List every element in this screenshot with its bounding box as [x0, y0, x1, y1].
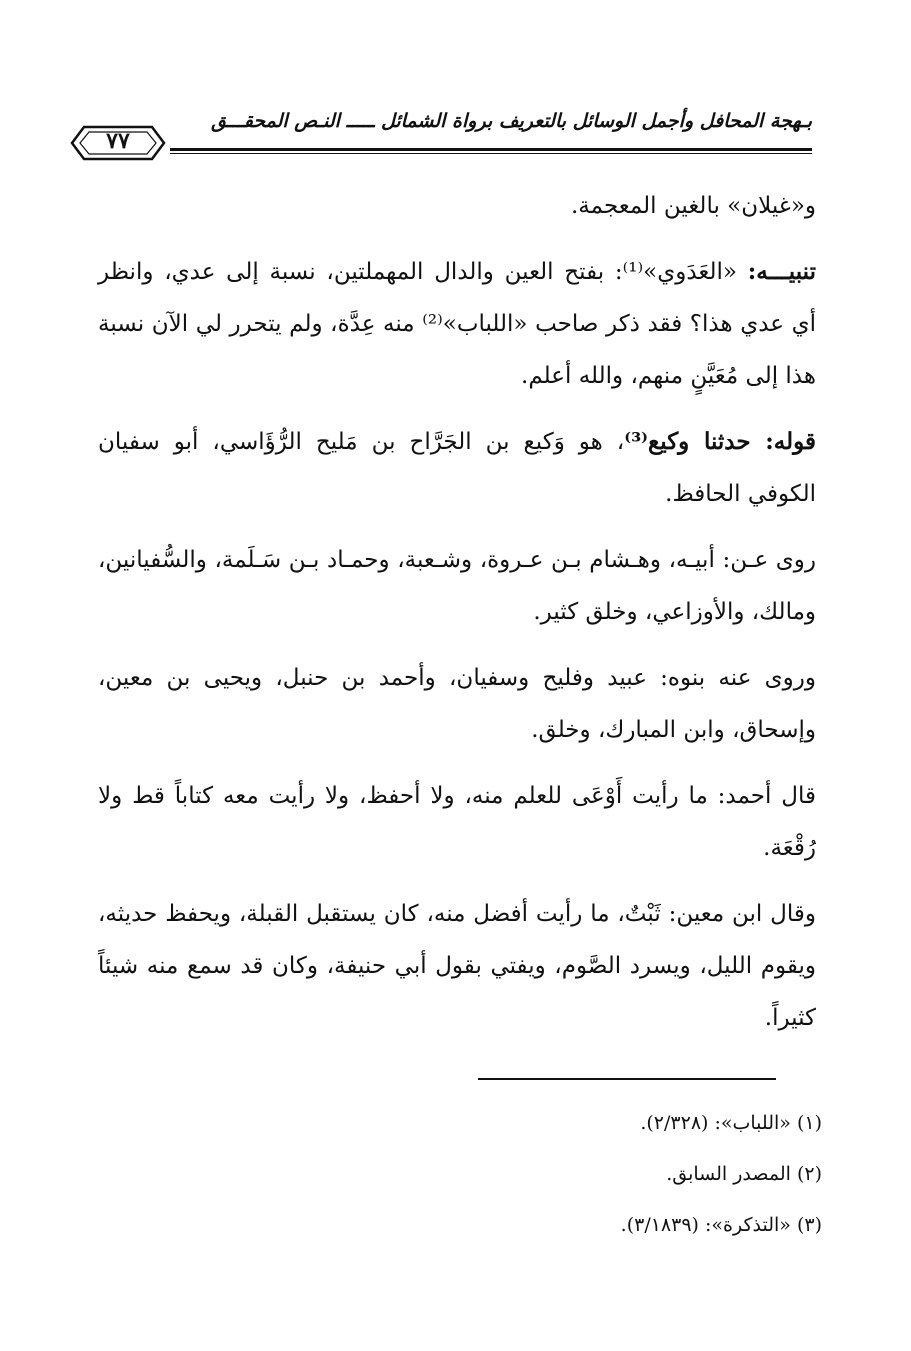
- running-title: بـهجة المحافل وأجمل الوسائل بالتعريف برواة الشمائل ـــــ النـص المحقـــق: [211, 110, 812, 132]
- paragraph-text: قال أحمد: ما رأيت أَوْعَى للعلم منه، ولا أحفظ، ولا رأيت معه كتاباً قط ولا رُقْعَة.: [98, 783, 816, 861]
- paragraph-lead: قوله: حدثنا وكيع⁽³⁾: [624, 428, 816, 455]
- header-rule: [170, 148, 812, 151]
- paragraph-text: و«غيلان» بالغين المعجمة.: [571, 193, 816, 219]
- paragraph-text: ، هو وَكيع بن الجَرَّاح بن مَليح الرُّؤَاسي، أبو سفيان الكوفي الحافظ.: [98, 429, 816, 507]
- paragraph: [98, 180, 816, 232]
- running-header: [70, 102, 812, 162]
- paragraph: [98, 652, 816, 756]
- footnotes: [300, 1098, 822, 1251]
- footnote: (١) «اللباب»: (٢/٣٢٨).: [640, 1112, 822, 1134]
- paragraph: [98, 888, 816, 1044]
- paragraph-text: وروى عنه بنوه: عبيد وفليح وسفيان، وأحمد بن حنبل، ويحيى بن معين، وإسحاق، وابن المبارك، وخلق.: [98, 665, 816, 743]
- paragraph: [98, 416, 816, 520]
- footnote-separator: [478, 1078, 776, 1080]
- footnote: (٣) «التذكرة»: (٣/١٨٣٩).: [620, 1214, 822, 1236]
- paragraph-text: روى عـن: أبيـه، وهـشام بـن عـروة، وشـعبة، وحمـاد بـن سَـلَمة، والسُّفيانين، ومالك، والأوزاعي، وخلق كثير.: [98, 547, 816, 625]
- header-rule-thin: [170, 153, 812, 154]
- footnote: (٢) المصدر السابق.: [666, 1163, 822, 1185]
- paragraph-text: وقال ابن معين: ثَبْتٌ، ما رأيت أفضل منه، كان يستقبل القبلة، ويحفظ حديثه، ويقوم الليل، ويسرد الصَّوم، ويفتي بقول أبي حنيفة، وكان قد سمع منه شيئاً كثيراً.: [98, 901, 816, 1031]
- paragraph: [98, 534, 816, 638]
- paragraph-text: «العَدَوي»⁽¹⁾: بفتح العين والدال المهملتين، نسبة إلى عدي، وانظر أي عدي هذا؟ فقد ذكر صاحب «اللباب»⁽²⁾ منه عِدَّة، ولم يتحرر لي الآن نسبة هذا إلى مُعَيَّنٍ منهم، والله أعلم.: [98, 259, 816, 389]
- paragraph: [98, 770, 816, 874]
- paragraph-lead: تنبيـــه:: [747, 258, 816, 285]
- paragraph: [98, 246, 816, 402]
- main-text: [98, 180, 816, 1058]
- page-number: ٧٧: [106, 128, 130, 154]
